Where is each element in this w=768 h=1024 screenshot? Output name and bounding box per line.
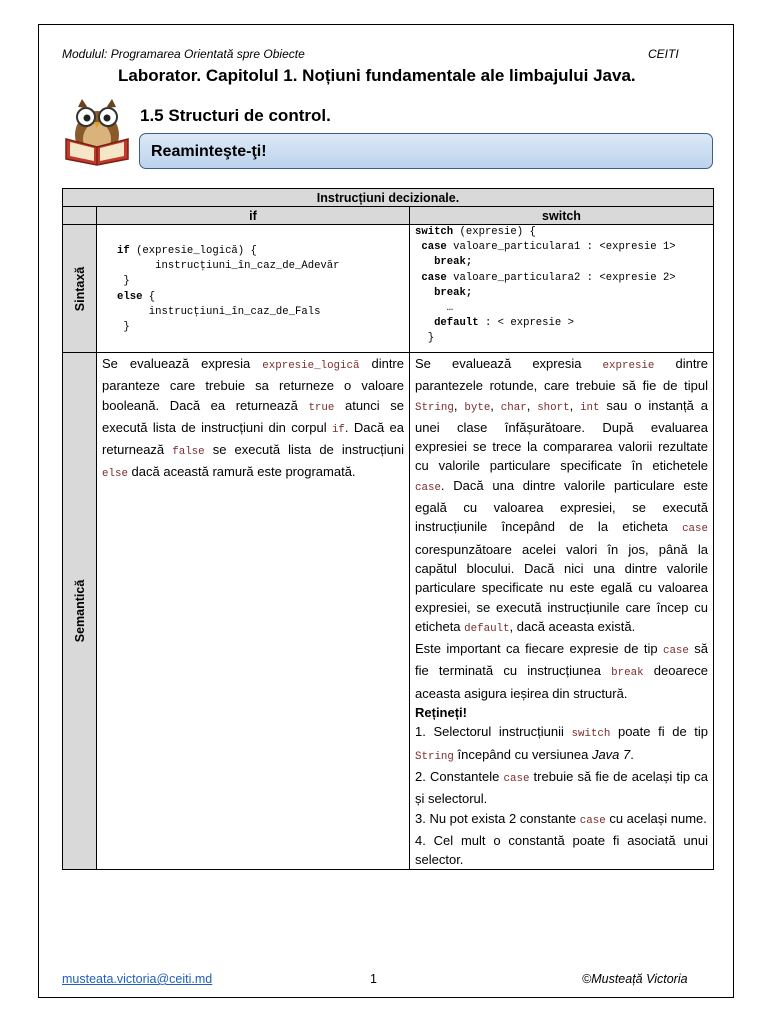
syntax-label: Sintaxă bbox=[72, 266, 87, 311]
corner-cell bbox=[63, 207, 97, 225]
note-1: 1. Selectorul instrucțiunii switch poate fi de tip String începând cu versiunea Java 7. bbox=[415, 724, 708, 763]
page-number: 1 bbox=[370, 972, 377, 986]
row-header-syntax bbox=[63, 225, 97, 353]
col-header-switch: switch bbox=[410, 207, 714, 225]
if-syntax-cell bbox=[97, 225, 410, 353]
reminder-text: Reaminteşte-ţi! bbox=[151, 143, 267, 160]
switch-syntax-cell bbox=[410, 225, 714, 353]
note-4: 4. Cel mult o constantă poate fi asociată unui selector. bbox=[415, 832, 708, 868]
semantics-label: Semantică bbox=[72, 579, 87, 643]
switch-semantics-para-2: Este important ca fiecare expresie de tip case să fie terminată cu instrucțiunea break deoarece aceasta asigura ieșirea din structură. bbox=[415, 641, 709, 701]
note-2: 2. Constantele case trebuie să fie de același tip ca și selectorul. bbox=[415, 768, 708, 807]
if-semantics-cell bbox=[97, 353, 410, 870]
page-title: Laborator. Capitolul 1. Noțiuni fundamentale ale limbajului Java. bbox=[118, 66, 636, 85]
author-email-link[interactable]: musteata.victoria@ceiti.md bbox=[62, 972, 213, 986]
if-semantics-text: Se evaluează expresia expresie_logică dintre paranteze care trebuie sa returneze o valoare booleană. Dacă ea returnează true atunci se execută lista de instrucțiuni din corpul if. Dacă ea returnează false se execută lista de instrucțiuni else dacă această ramură este programată. bbox=[102, 356, 404, 481]
row-header-semantics bbox=[63, 353, 97, 870]
if-syntax-code: if (expresie_logică) { instrucțiuni_în_caz_de_Adevăr } else { instrucțiuni_în_caz_de_Fals } bbox=[117, 245, 340, 334]
col-header-if: if bbox=[97, 207, 410, 225]
reminder-banner bbox=[139, 133, 713, 169]
note-3: 3. Nu pot exista 2 constante case cu același nume. bbox=[415, 810, 707, 827]
switch-semantics-para-1: Se evaluează expresia expresie dintre parantezele rotunde, care trebuie să fie de tipul String, byte, char, short, int sau o instanță a unei clase înfășurătoare. După evaluarea expresiei se trece la compararea valorii rezultate cu valorile particulare specificate în etichetele case. Dacă una dintre valorile particulare este egală cu valoarea expresiei, se execută instrucțiunile începând de la eticheta case corespunzătoare acelei valori în jos, până la capătul blocului. Dacă nici una dintre valorile particulare specificate nu este egală cu valoarea expresiei, se execută instrucțiunile care încep cu eticheta default, dacă aceasta există. bbox=[415, 356, 708, 635]
table-title: Instrucțiuni decizionale. bbox=[63, 189, 714, 207]
owl-reading-book-icon bbox=[60, 95, 134, 167]
org-name: CEITI bbox=[648, 47, 679, 61]
switch-syntax-code: switch (expresie) { case valoare_particulara1 : <expresie 1> break; case valoare_particulara2 : <expresie 2> break; … default : < expresie > } bbox=[415, 226, 676, 345]
retineti-heading: Rețineți! bbox=[415, 705, 467, 721]
decision-statements-table bbox=[62, 188, 714, 870]
copyright: ©Musteață Victoria bbox=[582, 972, 688, 986]
section-title: 1.5 Structuri de control. bbox=[140, 106, 331, 125]
module-name: Modulul: Programarea Orientată spre Obiecte bbox=[62, 47, 305, 61]
switch-semantics-cell bbox=[410, 353, 714, 870]
